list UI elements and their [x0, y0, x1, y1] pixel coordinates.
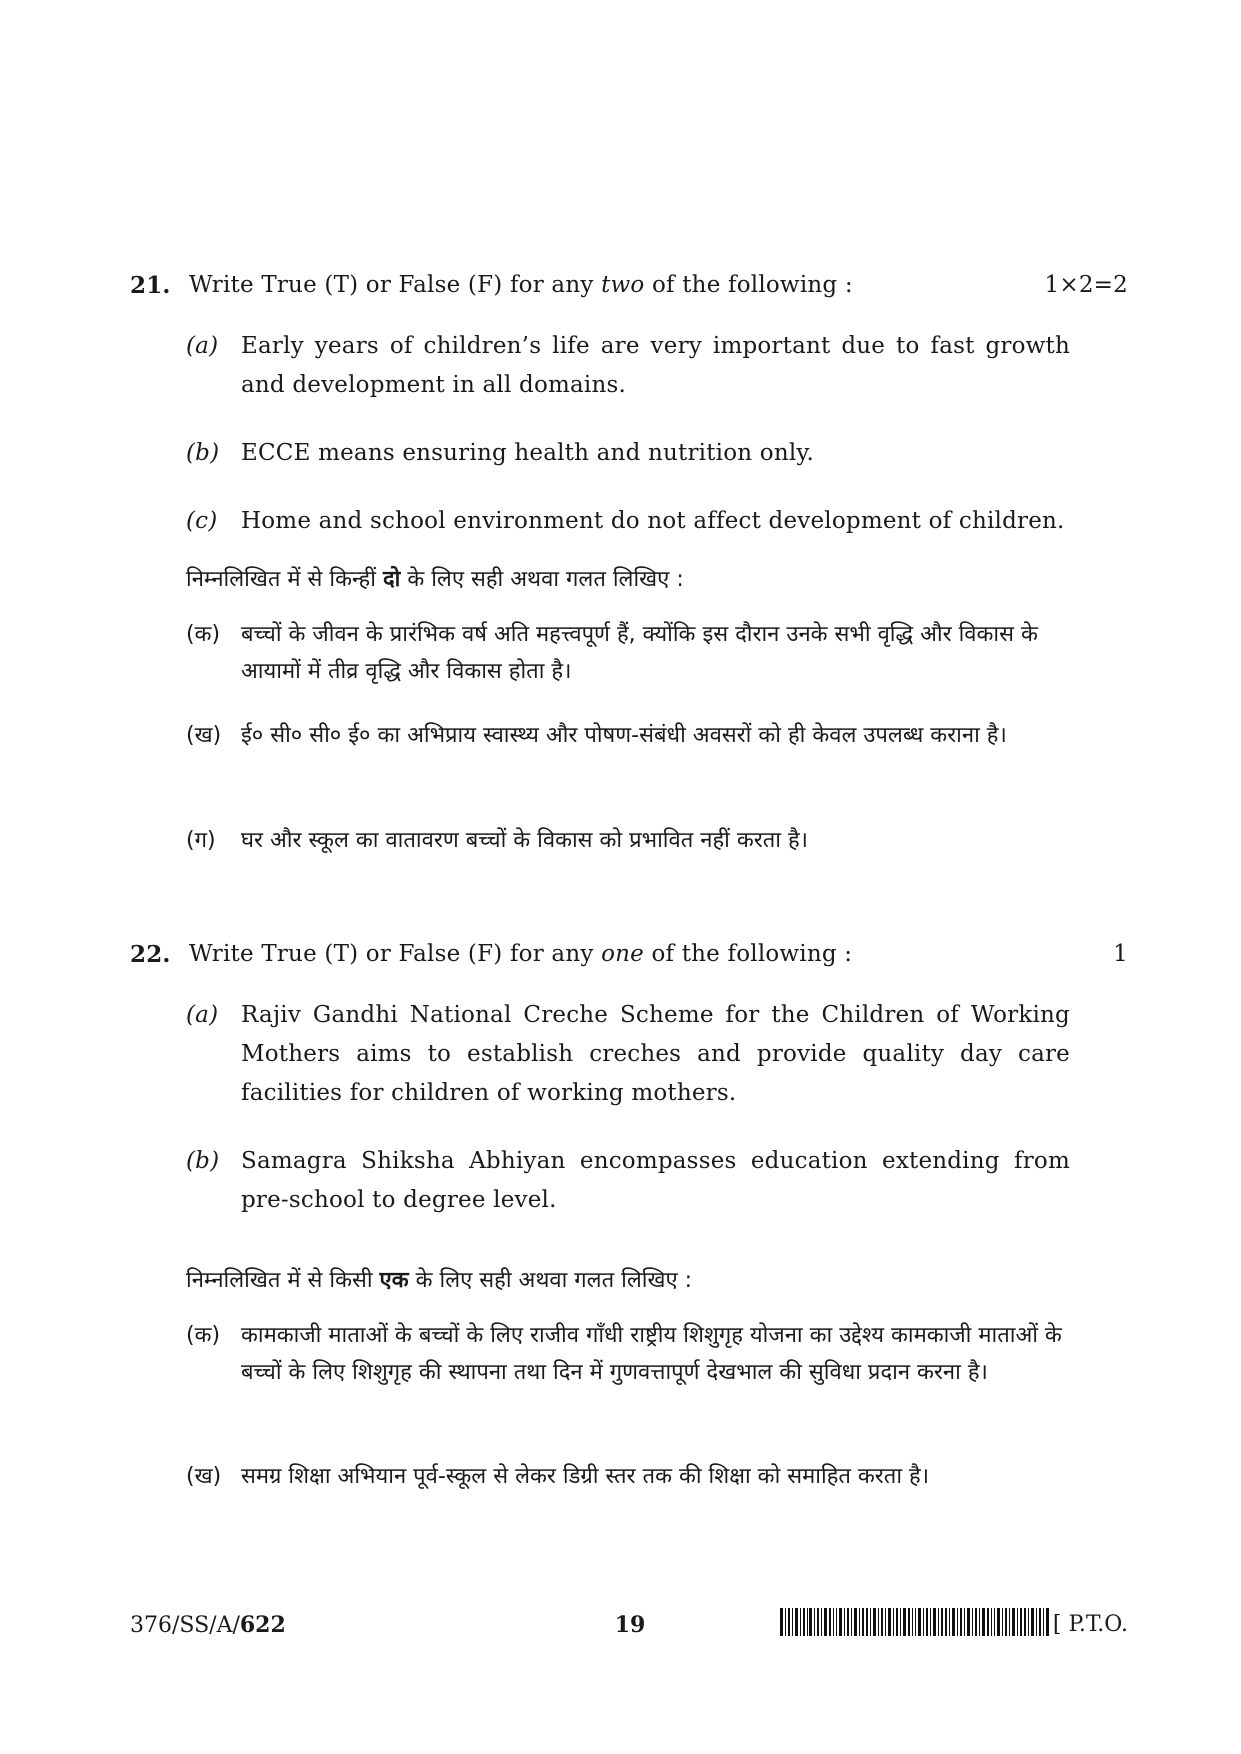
option-label: (b): [186, 1148, 220, 1174]
stem-text: निम्नलिखित में से किन्हीं: [186, 567, 383, 592]
paper-code-number: 622: [239, 1612, 286, 1638]
hindi-option-text: समग्र शिक्षा अभियान पूर्व-स्कूल से लेकर डिग्री स्तर तक की शिक्षा को समाहित करता है।: [241, 1464, 930, 1489]
hindi-option-text: कामकाजी माताओं के बच्चों के लिए राजीव गाँधी राष्ट्रीय शिशुगृह योजना का उद्देश्य कामकाजी माताओं के बच्चों के लिए शिशुगृह की स्थापना तथा दिन में गुणवत्तापूर्ण देखभाल की सुविधा प्रदान करना है।: [241, 1323, 1062, 1385]
question-marks: 1×2=2: [1044, 272, 1128, 298]
stem-emphasis: two: [601, 272, 645, 298]
pto-label: [ P.T.O.: [1052, 1612, 1128, 1637]
stem-text: Write True (T) or False (F) for any: [189, 941, 602, 967]
hindi-option-text: घर और स्कूल का वातावरण बच्चों के विकास को प्रभावित नहीं करता है।: [241, 828, 808, 853]
question-number: 22.: [130, 941, 171, 968]
question-number: 21.: [130, 272, 171, 299]
hindi-option-text: ई० सी० सी० ई० का अभिप्राय स्वास्थ्य और पोषण-संबंधी अवसरों को ही केवल उपलब्ध कराना है।: [241, 723, 1007, 748]
option-label: (a): [186, 333, 219, 359]
option-label: (b): [186, 440, 220, 466]
hindi-question-stem: [186, 561, 684, 598]
hindi-option-label: (ग): [186, 828, 216, 853]
hindi-option-label: (क): [186, 622, 221, 647]
option-label: (a): [186, 1002, 219, 1028]
stem-text: के लिए सही अथवा गलत लिखिए :: [400, 567, 684, 592]
stem-text: निम्नलिखित में से किसी: [186, 1268, 380, 1293]
hindi-option-label: (क): [186, 1323, 221, 1348]
stem-text: of the following :: [643, 941, 853, 967]
option-label: (c): [186, 508, 218, 534]
question-marks: 1: [1113, 941, 1128, 967]
option-text: Home and school environment do not affect development of children.: [241, 508, 1065, 534]
stem-emphasis: one: [601, 941, 644, 967]
stem-text: Write True (T) or False (F) for any: [189, 272, 602, 298]
option-text: Samagra Shiksha Abhiyan encompasses education extending from pre-school to degree level.: [241, 1148, 1070, 1213]
question-stem: [189, 935, 1241, 974]
hindi-option-label: (ख): [186, 723, 222, 748]
paper-code-prefix: 376/SS/A/: [130, 1613, 240, 1638]
option-text: Rajiv Gandhi National Creche Scheme for the Children of Working Mothers aims to establish creches and provide quality day care facilities for children of working mothers.: [241, 1002, 1070, 1106]
paper-code: [130, 1610, 286, 1641]
stem-text: of the following :: [644, 272, 853, 298]
barcode-image: [780, 1608, 1050, 1636]
hindi-option-text: बच्चों के जीवन के प्रारंभिक वर्ष अति महत्त्वपूर्ण हैं, क्योंकि इस दौरान उनके सभी वृद्धि और विकास के आयामों में तीव्र वृद्धि और विकास होता है।: [241, 622, 1038, 684]
stem-emphasis: दो: [382, 567, 401, 592]
option-text: ECCE means ensuring health and nutrition only.: [241, 440, 815, 466]
page-number: 19: [614, 1612, 646, 1638]
option-text: Early years of children’s life are very important due to fast growth and development in all domains.: [241, 333, 1070, 398]
stem-emphasis: एक: [379, 1268, 409, 1293]
hindi-question-stem: [186, 1262, 692, 1299]
hindi-option-label: (ख): [186, 1464, 222, 1489]
stem-text: के लिए सही अथवा गलत लिखिए :: [408, 1268, 693, 1293]
